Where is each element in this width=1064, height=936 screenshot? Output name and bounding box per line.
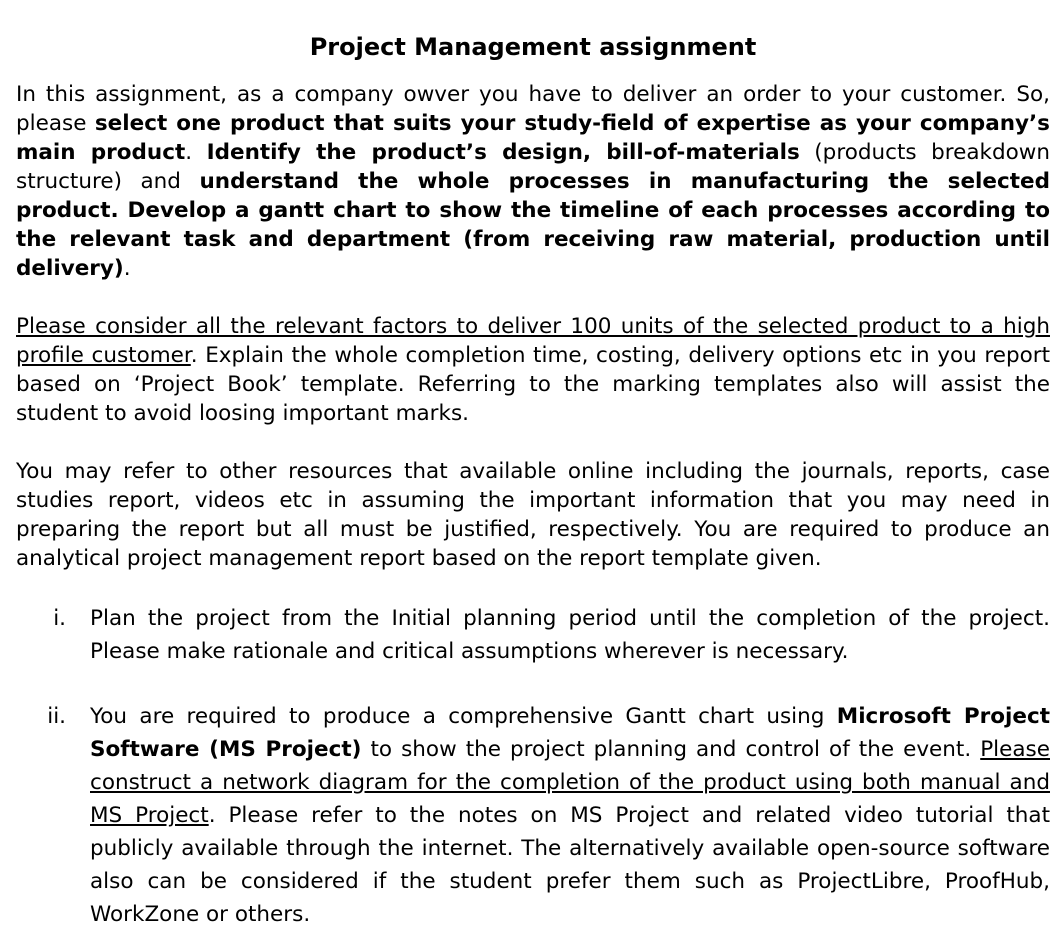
page-title: Project Management assignment <box>309 33 757 61</box>
list-item <box>16 602 1050 668</box>
intro-bold-3: understand the whole processes in manufacturing the selected product. Develop a gantt chart to show the timeline of each processes according to the relevant task and department (from receiving raw material, production until delivery) <box>16 169 1051 281</box>
list-item-text <box>90 700 1050 931</box>
requirements-text: . Explain the whole completion time, costing, delivery options etc in you report based on ‘Project Book’ template. Referring to the marking templates also will assist the student to avoid loosing important marks. <box>16 343 1051 426</box>
intro-paragraph <box>16 80 1050 283</box>
requirements-underlined: Please consider all the relevant factors to deliver 100 units of the selected product to a high profile customer <box>16 314 1050 368</box>
requirements-paragraph <box>16 312 1050 428</box>
intro-text-1: In this assignment, as a company owver you have to deliver an order to your customer. So, please <box>16 82 1050 136</box>
item2-underlined: Please construct a network diagram for the completion of the product using both manual and MS Project <box>90 737 1050 828</box>
task-list <box>16 602 1050 931</box>
list-item <box>16 700 1050 931</box>
item2-bold: Microsoft Project Software (MS Project) <box>90 704 1050 762</box>
intro-bold-1: select one product that suits your study-field of expertise as your company’s main product <box>16 111 1050 165</box>
intro-bold-2: Identify the product’s design, bill-of-materials <box>206 140 800 165</box>
item2-text-3: . Please refer to the notes on MS Project and related video tutorial that publicly available through the internet. The alternatively available open-source software also can be considered if the student prefer them such as ProjectLibre, ProofHub, WorkZone or others. <box>90 803 1051 927</box>
list-item-number: ii. <box>47 704 66 729</box>
resources-paragraph: You may refer to other resources that available online including the journals, reports, case studies report, videos etc in assuming the important information that you may need in preparing the report but all must be justified, respectively. You are required to produce an analytical project management report based on the report template given. <box>16 459 1050 571</box>
intro-text-2: . <box>185 140 207 165</box>
intro-text-3: (products breakdown structure) and <box>16 140 1050 194</box>
item2-text-2: to show the project planning and control of the event. <box>361 737 981 762</box>
list-item-text: Plan the project from the Initial planning period until the completion of the project. Please make rationale and critical assumptions wherever is necessary. <box>90 606 1050 664</box>
list-item-number: i. <box>53 606 66 631</box>
item2-text-1: You are required to produce a comprehensive Gantt chart using <box>90 704 837 729</box>
intro-text-4: . <box>123 256 131 281</box>
